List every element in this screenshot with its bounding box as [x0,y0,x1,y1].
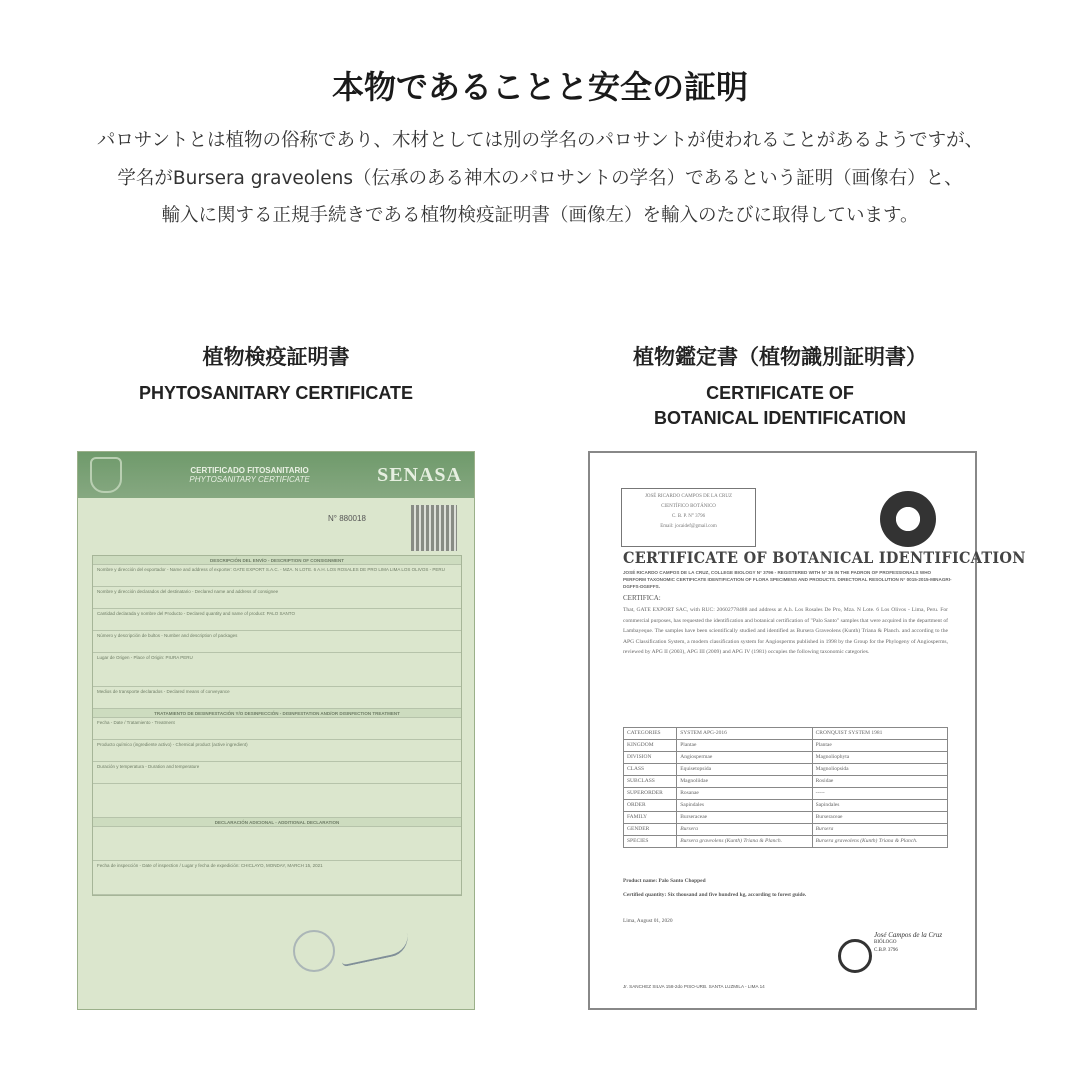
table-row [624,776,948,788]
product-name: Product name: Palo Santo Chopped [623,878,706,884]
biologist-stamp [621,488,756,547]
certificate-header-band [78,452,474,498]
table-header: CRONQUIST SYSTEM 1981 [812,728,947,740]
band-subtitle: PHYTOSANITARY CERTIFICATE [189,475,310,484]
botanical-heading-en-2: BOTANICAL IDENTIFICATION [654,408,906,428]
table-cell: Magnoliopsida [812,764,947,776]
table-row [624,764,948,776]
table-cell: Plantae [677,740,812,752]
signature-name: José Campos de la Cruz [874,931,943,939]
table-row [624,752,948,764]
table-cell: Burseraceae [677,812,812,824]
institution-logo-icon [880,491,936,547]
table-row [624,740,948,752]
certificate-body: That, GATE EXPORT SAC, with RUC: 20602778488 and address at A.h. Los Rosales De Pro, Mza. N Lote. 6 Los Olivos - Lima, Peru. For commercial purposes, has requested the identification and botanical certification of "Palo Santo" samples that were acquired in the department of Lambayeque. The samples have been scientifically studied and identified as Bursera Graveolens (Kunth) Triana & Planch. and according to the APG Classification System, a modern classification system for Angiosperms published in 1998 by the Group for the Phylogeny of Angiosperms, reviewed by APG II (2003), APG III (2009) and APG IV (1981) occupies the following taxonomic categories. [623,607,948,656]
signature-block [874,931,942,955]
table-cell: Magnoliophyta [812,752,947,764]
stamp-line: C. B. P. N° 3796 [671,514,706,519]
form-row: Número y descripción de bultos - Number and description of packages [93,631,461,653]
table-cell: ----- [812,788,947,800]
signature-registration: C.B.P. 3796 [874,948,898,953]
certificate-number: N° 880018 [328,514,366,523]
form-row: TRATAMIENTO DE DESINFESTACIÓN Y/O DESINFECCIÓN - DISINFESTATION AND/OR DISINFECTION TREATMENT [93,709,461,718]
form-row: Fecha de inspección - Date of inspection / Lugar y fecha de expedición: CHICLAYO, MONDAY, MARCH 15, 2021 [93,861,461,895]
botanical-certificate-image [588,451,1026,1010]
senasa-logo: SENASA [377,463,462,486]
form-row: Producto químico (ingrediente activo) - Chemical product (active ingredient) [93,740,461,762]
certified-quantity: Certified quantity: Six thousand and five hundred kg, according to forest guide. [623,892,807,898]
table-cell: Rosidae [812,776,947,788]
stamp-line: JOSÉ RICARDO CAMPOS DE LA CRUZ [644,494,733,499]
form-row: DESCRIPCIÓN DEL ENVÍO - DESCRIPTION OF CONSIGNMENT [93,556,461,565]
table-row [624,800,948,812]
page-title: 本物であることと安全の証明 [331,68,748,106]
table-cell: Plantae [812,740,947,752]
biologist-seal-icon [838,939,872,973]
table-row [624,812,948,824]
table-cell: Sapindales [677,800,812,812]
official-seal-icon [293,930,335,972]
certificate-subtitle: JOSÉ RICARDO CAMPOS DE LA CRUZ, COLLEGE BIOLOGY N° 3796 - REGISTERED WITH N° 36 IN THE PADRON OF PROFESSIONALS WHO PERFORM TAXONOMIC CERTIFICATE IDENTIFICATION OF FLORA SPECIMENS AND PRODUCTS. DIRECTORAL RESOLUTION N° 0015-2015-MINAGRI-DGFFS-DGEFFS. [623,570,952,589]
phytosanitary-certificate-image [77,451,475,1010]
form-row [93,784,461,818]
table-row [624,836,948,848]
footer-address: Jr. SANCHEZ SILVA 158-2do PISO-URB. SANTA LUZMILA - LIMA 14 [623,984,765,989]
table-cell: GENDER [624,824,677,836]
stamp-line: CIENTÍFICO BOTÁNICO [661,504,716,509]
table-header: SYSTEM APG-2016 [677,728,812,740]
botanical-heading-en-1: CERTIFICATE OF [706,383,854,403]
table-cell: Magnoliidae [677,776,812,788]
table-cell: Sapindales [812,800,947,812]
table-cell: SUBCLASS [624,776,677,788]
certificate-title: CERTIFICATE OF BOTANICAL IDENTIFICATION [623,548,1026,567]
table-cell: Bursera [677,824,812,836]
taxonomy-table [623,727,948,848]
intro-line-1: パロサントとは植物の俗称であり、木材としては別の学名のパロサントが使われることがあるようですが、 [96,130,984,151]
phyto-heading-jp: 植物検疫証明書 [202,345,350,369]
table-cell: SUPERORDER [624,788,677,800]
table-cell: SPECIES [624,836,677,848]
table-cell: ORDER [624,800,677,812]
form-row: Nombre y dirección declarados del destinatario - Declared name and address of consignee [93,587,461,609]
stamp-line: Email: jocaidef@gmail.com [660,524,717,529]
qr-code-icon [411,505,457,551]
table-cell: Bursera graveolens (Kunth) Triana & Planch. [677,836,812,848]
table-cell: Bursera [812,824,947,836]
certificate-form [92,555,462,896]
form-row [93,827,461,861]
form-row: Lugar de Origen - Place of Origin: PIURA PERU [93,653,461,687]
table-row [624,824,948,836]
table-header-row [624,728,948,740]
table-row [624,788,948,800]
table-cell: FAMILY [624,812,677,824]
table-cell: Angiospermae [677,752,812,764]
intro-line-3: 輸入に関する正規手続きである植物検疫証明書（画像左）を輸入のたびに取得しています。 [161,205,919,226]
table-header: CATEGORIES [624,728,677,740]
form-row: Cantidad declarada y nombre del Producto - Declared quantity and name of product: PALO SANTO [93,609,461,631]
table-cell: CLASS [624,764,677,776]
table-cell: DIVISION [624,752,677,764]
phyto-heading-en: PHYTOSANITARY CERTIFICATE [138,383,414,403]
table-cell: Bursera graveolens (Kunth) Triana & Planch. [812,836,947,848]
peru-crest-icon [90,457,122,493]
intro-line-2: 学名がBursera graveolens（伝承のある神木のパロサントの学名）であるという証明（画像右）と、 [117,168,963,189]
signature-mark [339,933,412,967]
certifica-label: CERTIFICA: [623,594,661,602]
form-row: Nombre y dirección del exportador - Name and address of exporter: GATE EXPORT S.A.C. - MZA. N LOTE. 6 A.H. LOS ROSALES DE PRO LIMA LIMA LOS OLIVOS - PERU [93,565,461,587]
table-cell: Rosanae [677,788,812,800]
table-cell: Burseraceae [812,812,947,824]
form-row: DECLARACIÓN ADICIONAL - ADDITIONAL DECLARATION [93,818,461,827]
form-row: Fecha - Date / Tratamiento - Treatment [93,718,461,740]
issue-date: Lima, August 01, 2020 [623,918,673,924]
band-titles [189,466,309,484]
table-cell: Equisetopsida [677,764,812,776]
botanical-heading-jp: 植物鑑定書（植物識別証明書） [633,345,927,369]
form-row: Medios de transporte declarados - Declared means of conveyance [93,687,461,709]
form-row: Duración y temperatura - Duration and temperature [93,762,461,784]
table-cell: KINGDOM [624,740,677,752]
band-title: CERTIFICADO FITOSANITARIO [190,466,309,475]
signature-role: BIÓLOGO [874,940,897,945]
